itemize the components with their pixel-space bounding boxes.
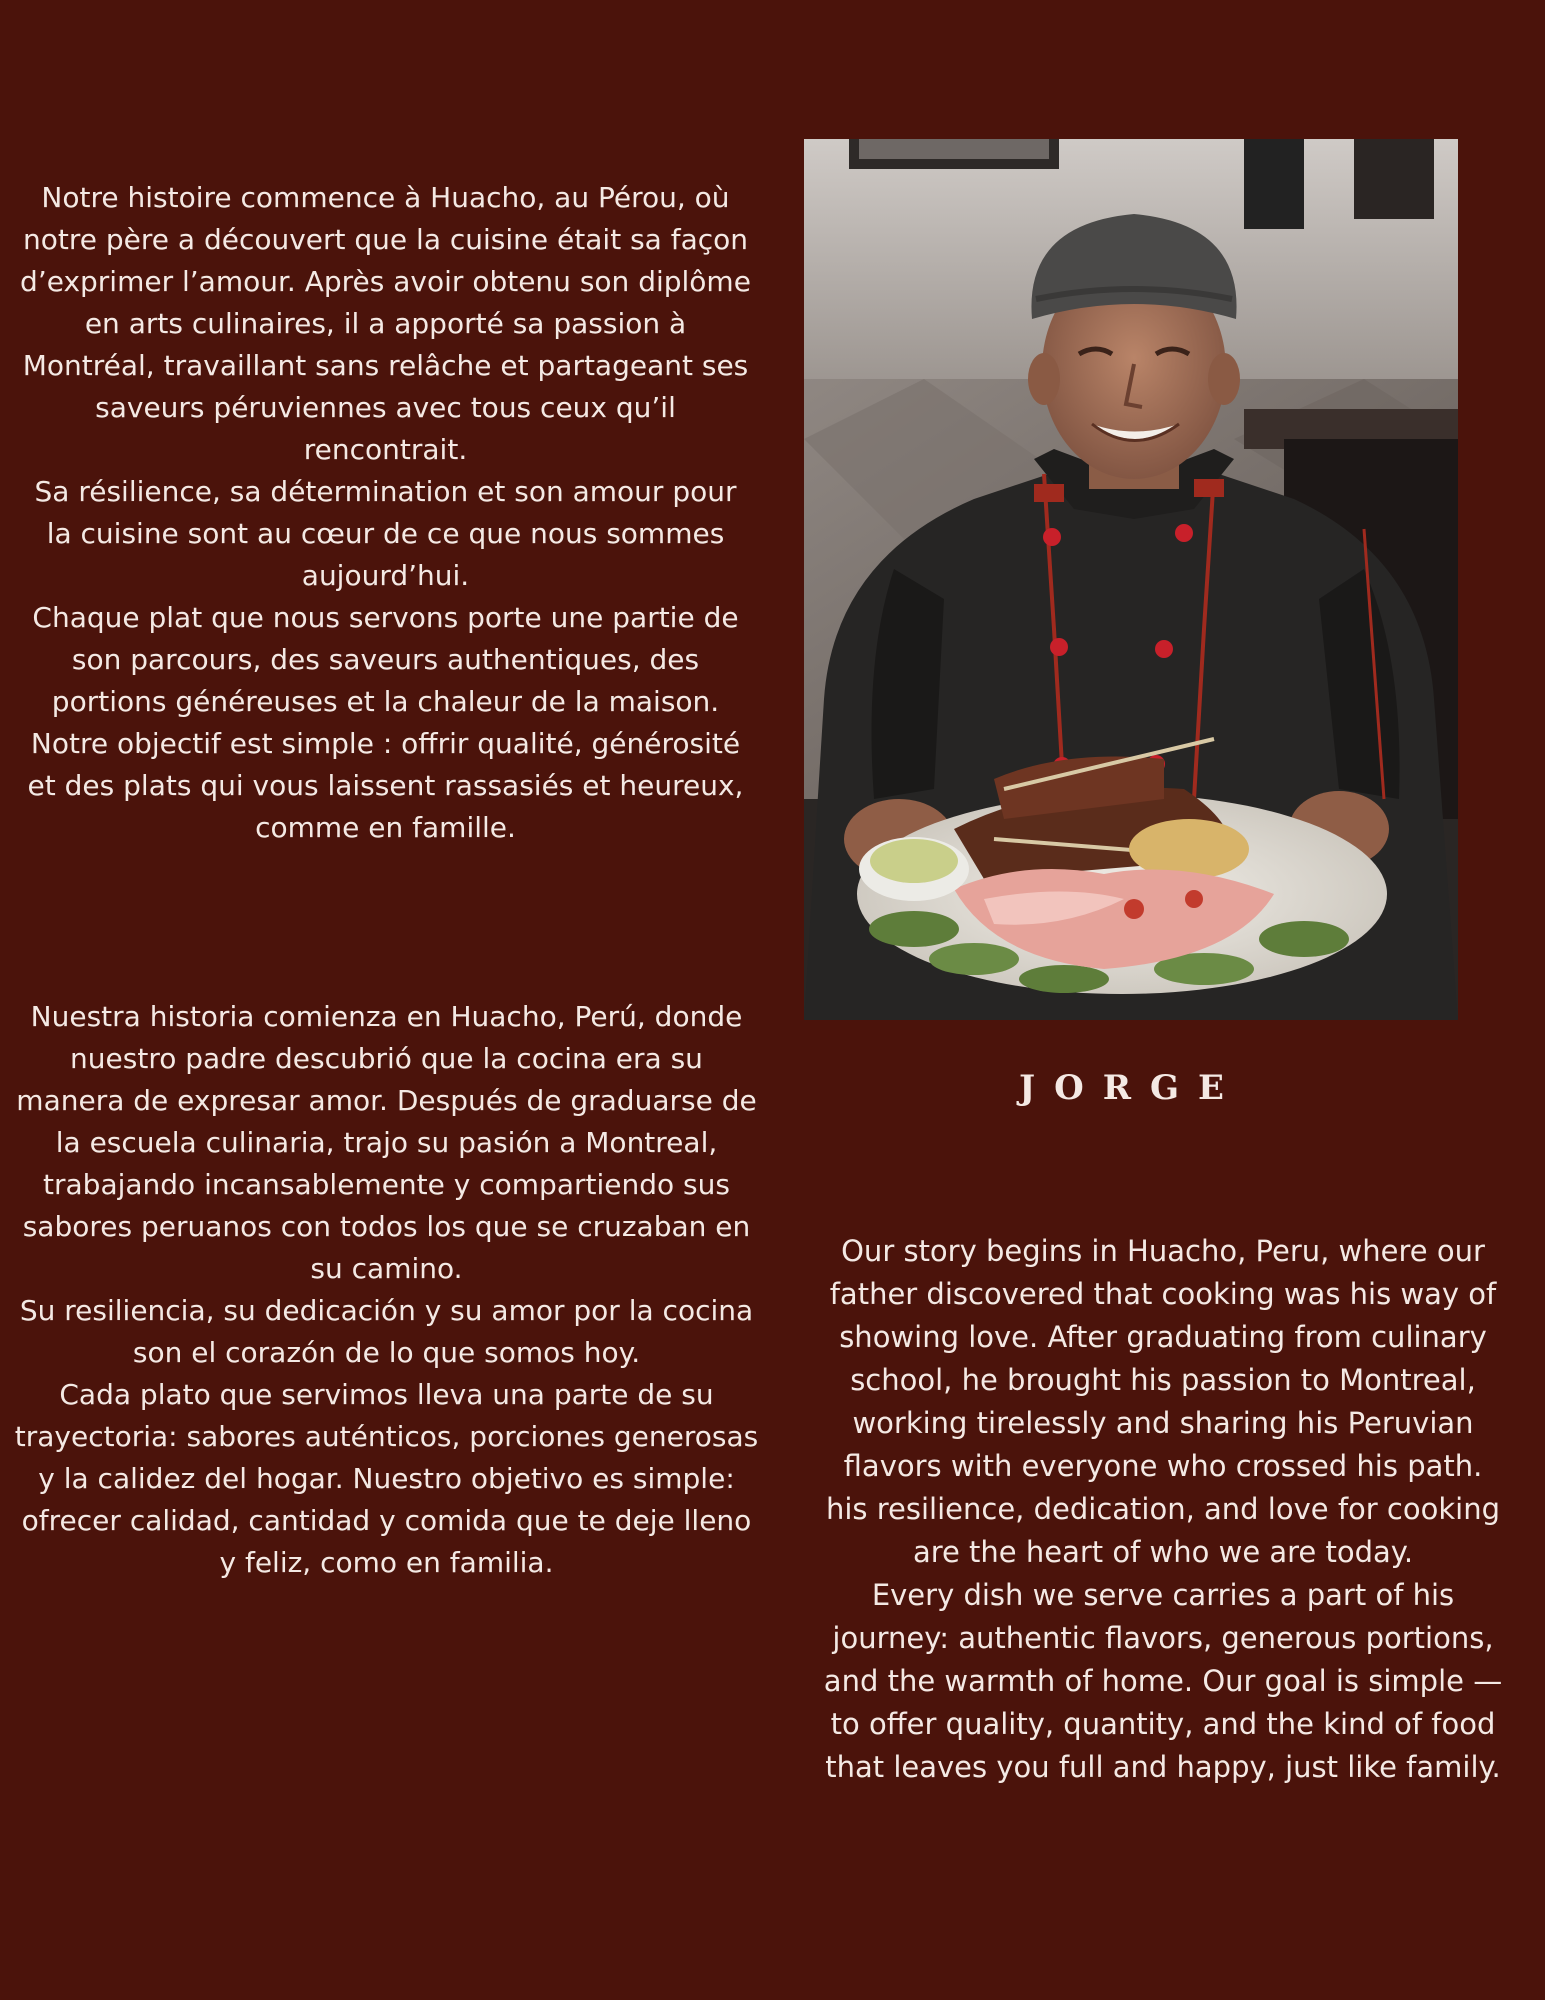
french-paragraph: Chaque plat que nous servons porte une partie de son parcours, des saveurs authentiques, des portions généreuses et la chaleur de la maison.	[32, 601, 739, 718]
english-paragraph: his resilience, dedication, and love for cooking are the heart of who we are today.	[826, 1492, 1500, 1569]
spanish-paragraph: Nuestra historia comienza en Huacho, Perú, donde nuestro padre descubrió que la cocina era su manera de expresar amor. Después de graduarse de la escuela culinaria, trajo su pasión a Montreal, trabajando incansablemente y compartiendo sus sabores peruanos con todos los que se cruzaban en su camino.	[16, 1000, 757, 1285]
english-paragraph: Every dish we serve carries a part of his journey: authentic flavors, generous portions, and the warmth of home. Our goal is simple — to offer quality, quantity, and the kind of food that leaves you full and happy, just like family.	[823, 1578, 1503, 1784]
chef-name: JORGE	[1019, 1068, 1243, 1108]
chef-holding-plate-illustration	[804, 139, 1458, 1020]
english-story	[812, 1230, 1514, 1789]
spanish-story	[14, 996, 759, 1584]
english-paragraph: Our story begins in Huacho, Peru, where our father discovered that cooking was his way of showing love. After graduating from culinary school, he brought his passion to Montreal, working tirelessly and sharing his Peruvian flavors with everyone who crossed his path.	[829, 1234, 1497, 1483]
french-paragraph: Sa résilience, sa détermination et son amour pour la cuisine sont au cœur de ce que nous sommes aujourd’hui.	[34, 475, 737, 592]
french-paragraph: Notre histoire commence à Huacho, au Pérou, où notre père a découvert que la cuisine était sa façon d’exprimer l’amour. Après avoir obtenu son diplôme en arts culinaires, il a apporté sa passion à Montréal, travaillant sans relâche et partageant ses saveurs péruviennes avec tous ceux qu’il rencontrait.	[20, 181, 751, 466]
french-paragraph: Notre objectif est simple : offrir qualité, générosité et des plats qui vous laissent rassasiés et heureux, comme en famille.	[27, 727, 744, 844]
spanish-paragraph: Su resiliencia, su dedicación y su amor por la cocina son el corazón de lo que somos hoy.	[19, 1294, 754, 1369]
chef-photo	[804, 139, 1458, 1020]
french-story	[18, 177, 753, 849]
spanish-paragraph: Cada plato que servimos lleva una parte de su trayectoria: sabores auténticos, porciones generosas y la calidez del hogar. Nuestro objetivo es simple: ofrecer calidad, cantidad y comida que te deje lleno y feliz, como en familia.	[14, 1378, 759, 1579]
